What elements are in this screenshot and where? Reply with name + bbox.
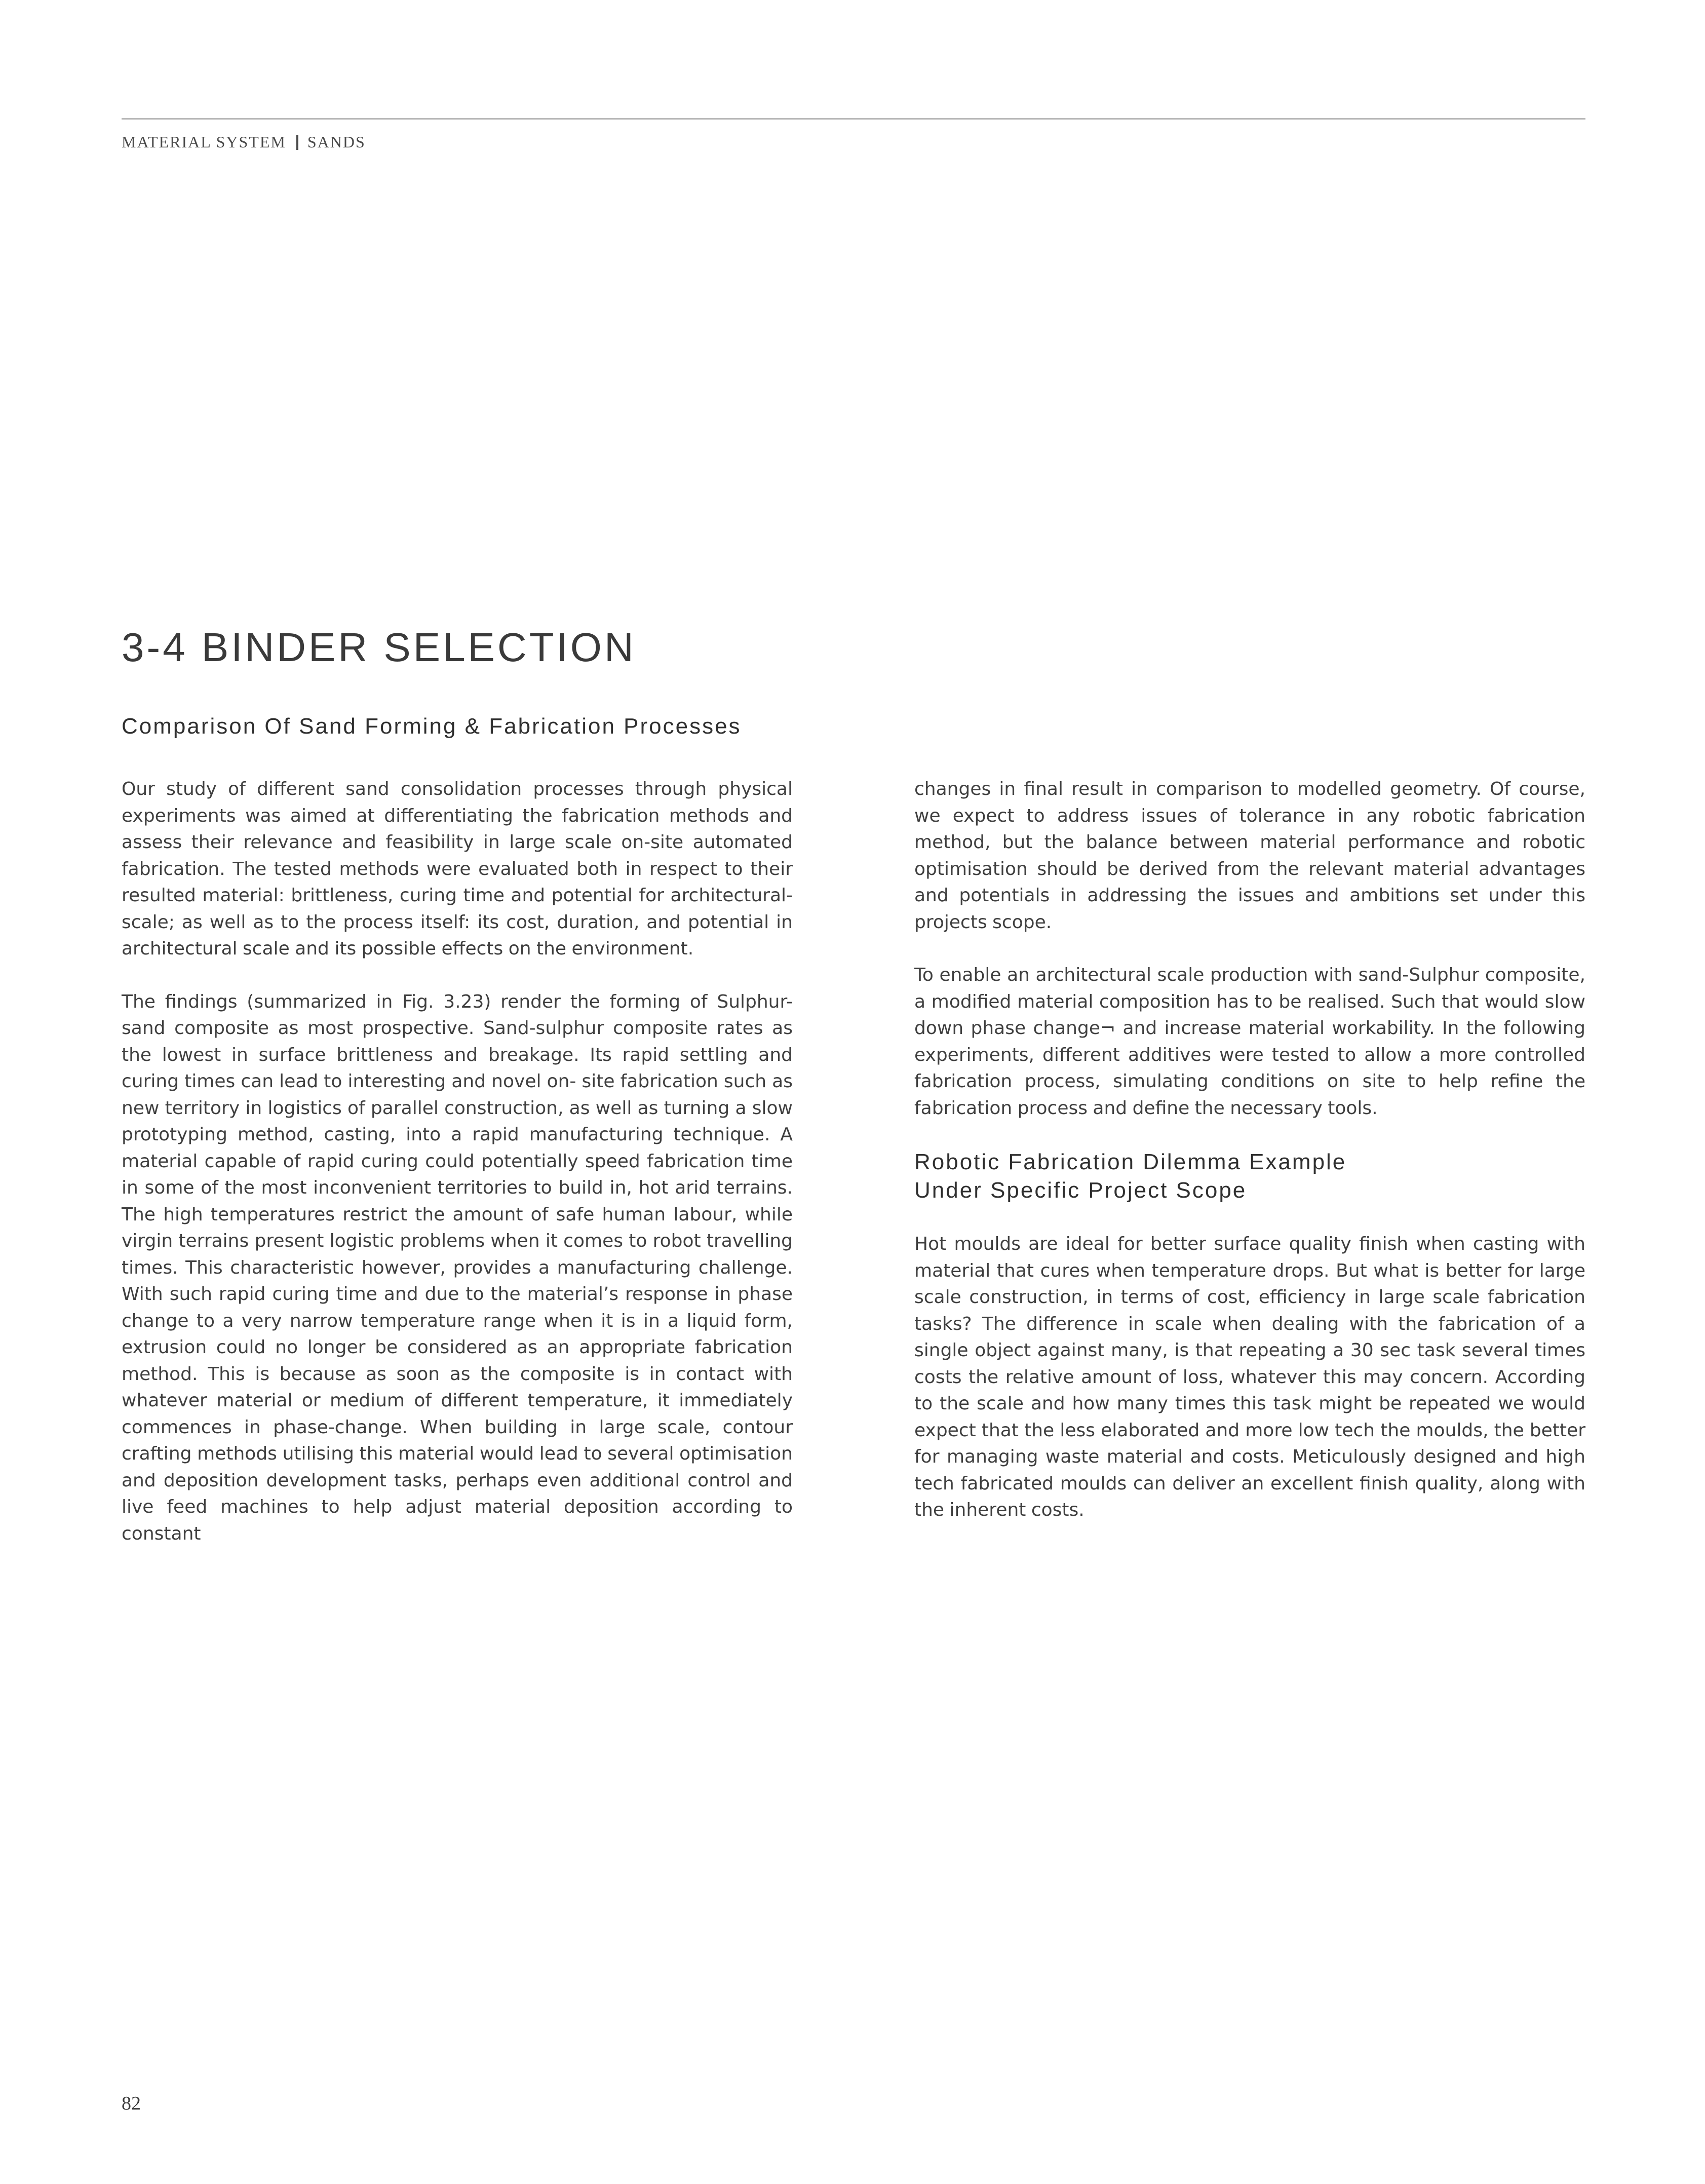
subheading-robotic-dilemma: [914, 1148, 1585, 1205]
running-header: [122, 133, 366, 151]
page-number: 82: [122, 2093, 141, 2114]
body-paragraph: Hot moulds are ideal for better surface quality finish when casting with material that cures when temperature drops. But what is better for large scale construction, in terms of cost, efficiency in large scale fabrication tasks? The difference in scale when dealing with the fabrication of a single object against many, is that repeating a 30 sec task several times costs the relative amount of loss, whatever this may concern. According to the scale and how many times this task might be repeated we would expect that the less elaborated and more low tech the moulds, the better for managing waste material and costs. Meticulously designed and high tech fabricated moulds can deliver an excellent finish quality, along with the inherent costs.: [914, 1234, 1585, 1520]
section-title: 3-4 BINDER SELECTION: [122, 625, 636, 670]
header-section: MATERIAL SYSTEM: [122, 133, 286, 151]
body-paragraph: Our study of different sand consolidation processes through physical experiments was aimed at differentiating the fabrication methods and assess their relevance and feasibility in large scale on-site automated fabrication. The tested methods were evaluated both in respect to their resulted material: brittleness, curing time and potential for architectural-scale; as well as to the process itself: its cost, duration, and potential in architectural scale and its possible effects on the environment.: [122, 779, 793, 959]
left-column: [122, 776, 793, 1574]
header-separator: [296, 135, 298, 150]
body-paragraph: The findings (summarized in Fig. 3.23) render the forming of Sulphur-sand composite as most prospective. Sand-sulphur composite rates as the lowest in surface brittleness and breakage. Its rapid settling and curing times can lead to interesting and novel on- site fabrication such as new territory in logistics of parallel construction, as well as turning a slow prototyping method, casting, into a rapid manufacturing technique. A material capable of rapid curing could potentially speed fabrication time in some of the most inconvenient territories to build in, hot arid terrains. The high temperatures restrict the amount of safe human labour, while virgin terrains present logistic problems when it comes to robot travelling times. This characteristic however, provides a manufacturing challenge. With such rapid curing time and due to the material’s response in phase change to a very narrow temperature range when it is in a liquid form, extrusion could no longer be considered as an appropriate fabrication method. This is because as soon as the composite is in contact with whatever material or medium of different temperature, it immediately commences in phase-change. When building in large scale, contour crafting methods utilising this material would lead to several optimisation and deposition development tasks, perhaps even additional control and live feed machines to help adjust material deposition according to constant: [122, 991, 793, 1544]
body-paragraph: changes in final result in comparison to modelled geometry. Of course, we expect to address issues of tolerance in any robotic fabrication method, but the balance between material performance and robotic optimisation should be derived from the relevant material advantages and potentials in addressing the issues and ambitions set under this projects scope.: [914, 779, 1585, 933]
right-column: [914, 776, 1585, 1550]
subheading-line: Robotic Fabrication Dilemma Example: [914, 1150, 1347, 1174]
header-subsection: SANDS: [307, 133, 366, 151]
subheading-line: Under Specific Project Scope: [914, 1178, 1247, 1203]
body-paragraph: To enable an architectural scale production with sand-Sulphur composite, a modified material composition has to be realised. Such that would slow down phase change¬ and increase material workability. In the following experiments, different additives were tested to allow a more controlled fabrication process, simulating conditions on site to help refine the fabrication process and define the necessary tools.: [914, 965, 1585, 1119]
subheading-comparison: Comparison Of Sand Forming & Fabrication Processes: [122, 714, 742, 739]
header-rule: [122, 118, 1585, 120]
